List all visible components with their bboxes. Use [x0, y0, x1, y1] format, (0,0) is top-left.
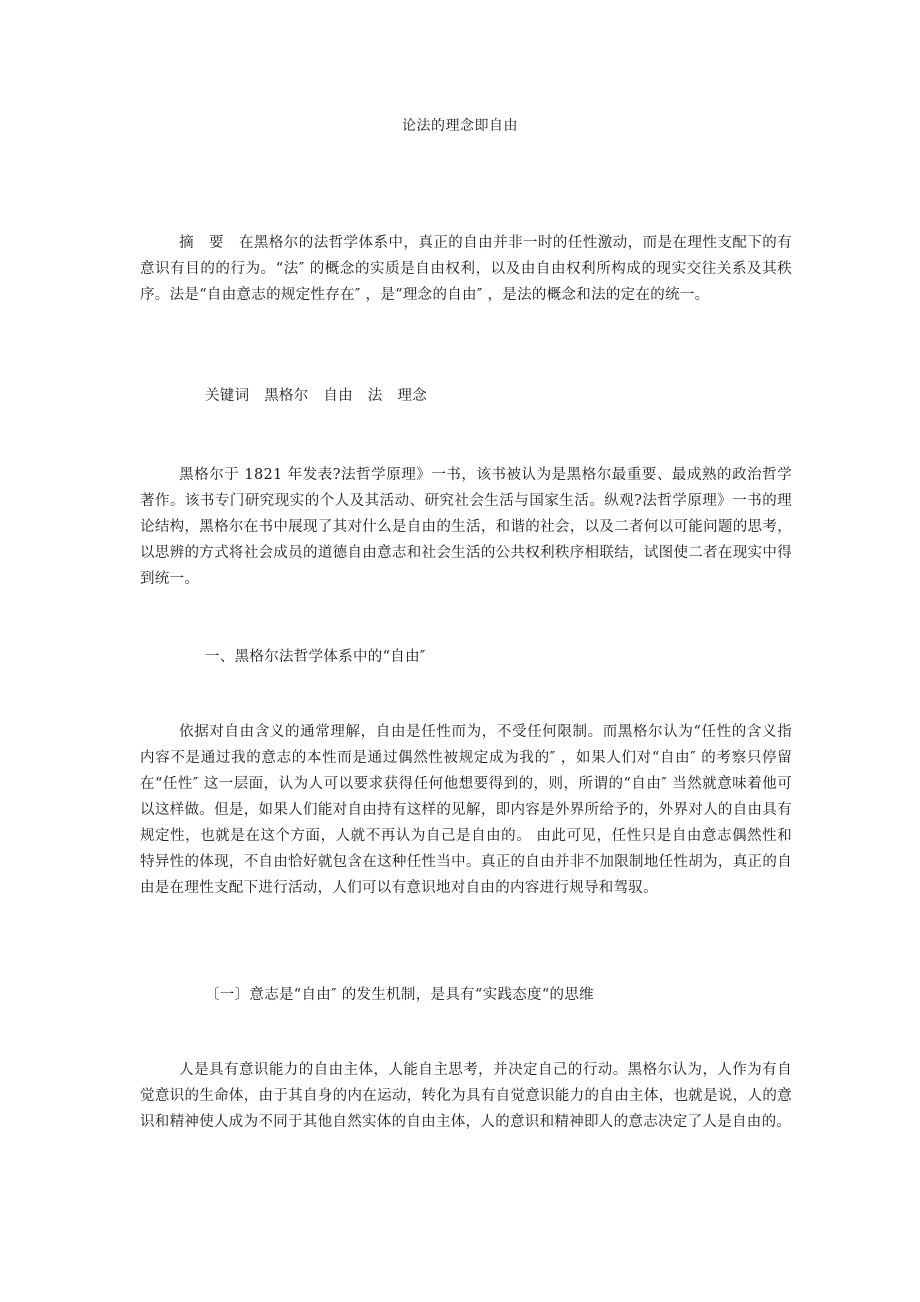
abstract-paragraph: 摘 要 在黑格尔的法哲学体系中，真正的自由并非一时的任性激动，而是在理性支配下的有意识有目的的行为。“法″ 的概念的实质是自由权利，以及由自由权利所构成的现实交往关系及其秩序。法是“自由意志的规定性存在″ ，是“理念的自由″ ，是法的概念和法的定在的统一。 — [140, 235, 792, 303]
body-paragraph: 依据对自由含义的通常理解，自由是任性而为，不受任何限制。而黑格尔认为“任性的含义指内容不是通过我的意志的本性而是通过偶然性被规定成为我的″ ，如果人们对“自由″ 的考察只停留在“任性″ 这一层面，认为人可以要求获得任何他想要得到的，则，所谓的“自由″ 当然就意味着他可以这样做。但是，如果人们能对自由持有这样的见解，即内容是外界所给予的，外界对人的自由具有规定性，也就是在这个方面，人就不再认为自己是自由的。 由此可见，任性只是自由意志偶然性和特异性的体现，不自由恰好就包含在这种任性当中。真正的自由并非不加限制地任性胡为，真正的自由是在理性支配下进行活动，人们可以有意识地对自由的内容进行规导和驾驭。 — [140, 724, 792, 896]
section-heading: 一、黑格尔法哲学体系中的“自由″ — [205, 649, 426, 665]
subsection-heading: 〔一〕意志是“自由″ 的发生机制，是具有“实践态度“的思维 — [205, 987, 594, 1003]
document-title: 论法的理念即自由 — [402, 118, 518, 134]
body-paragraph: 人是具有意识能力的自由主体，人能自主思考，并决定自己的行动。黑格尔认为，人作为有自觉意识的生命体，由于其自身的内在运动，转化为具有自觉意识能力的自由主体，也就是说，人的意识和精神使人成为不同于其他自然实体的自由主体，人的意识和精神即人的意志决定了人是自由的。 — [140, 1062, 792, 1130]
keywords-line: 关键词 黑格尔 自由 法 理念 — [205, 388, 427, 404]
intro-paragraph: 黑格尔于 1821 年发表?法哲学原理》一书，该书被认为是黑格尔最重要、最成熟的政治哲学著作。该书专门研究现实的个人及其活动、研究社会生活与国家生活。纵观?法哲学原理》一书的理论结构，黑格尔在书中展现了其对什么是自由的生活，和谐的社会，以及二者何以可能问题的思考，以思辨的方式将社会成员的道德自由意志和社会生活的公共权利秩序相联结，试图使二者在现实中得到统一。 — [140, 467, 792, 587]
